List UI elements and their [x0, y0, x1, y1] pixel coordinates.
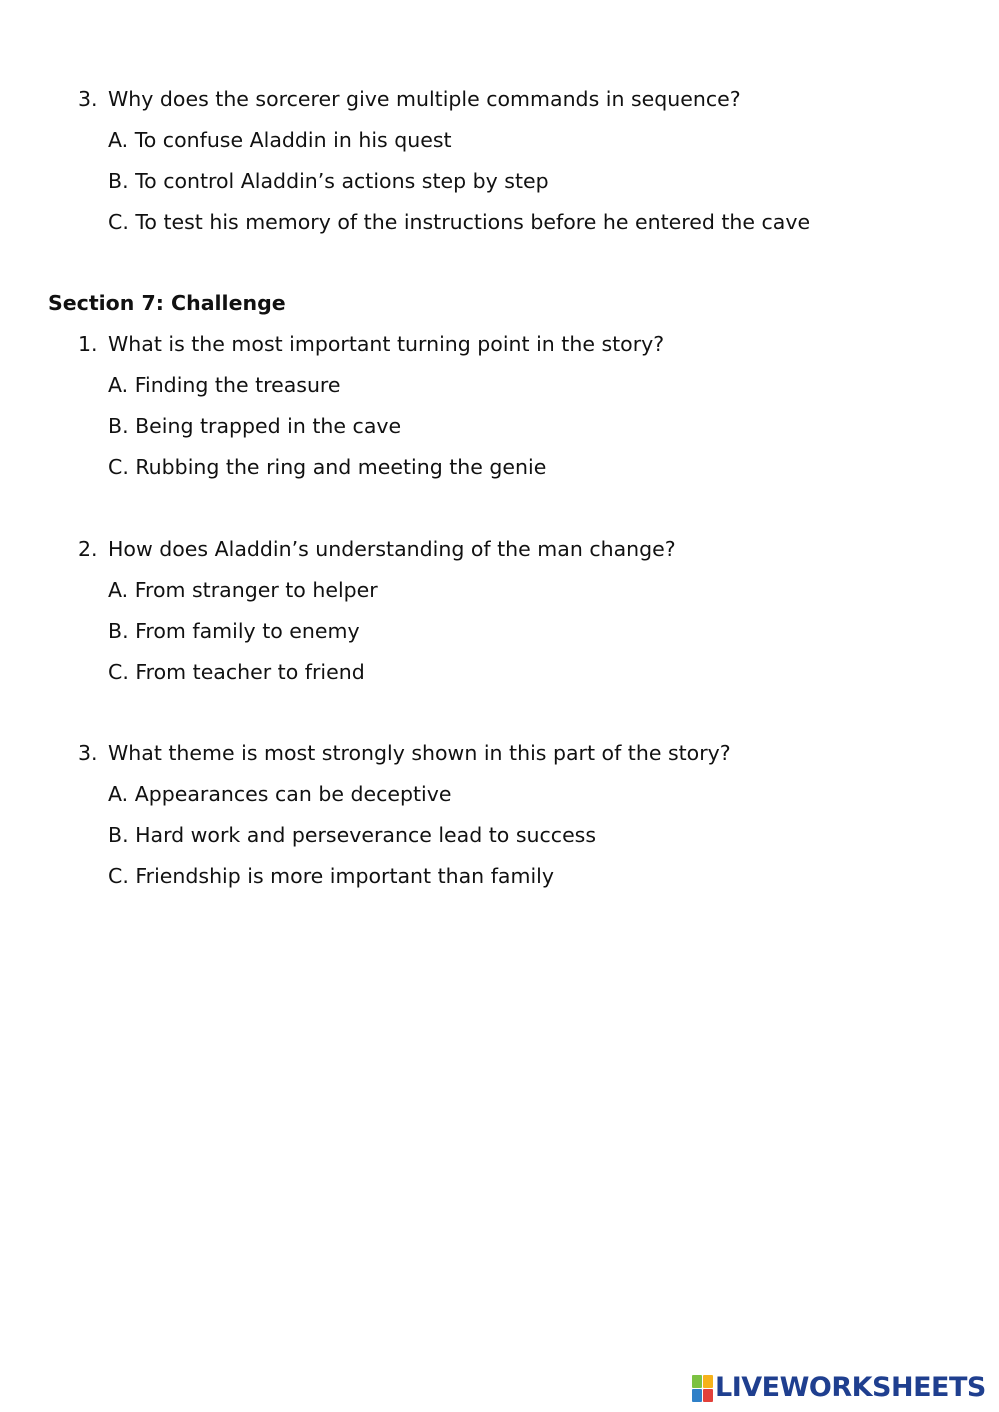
- question-number: 3.: [78, 87, 98, 111]
- option-a: A. From stranger to helper: [108, 578, 378, 602]
- question-3: [78, 741, 731, 765]
- question-text: How does Aladdin’s understanding of the man change?: [108, 537, 676, 561]
- option-a: A. Appearances can be deceptive: [108, 782, 452, 806]
- logo-tile-blue: [692, 1389, 702, 1402]
- question-number: 2.: [78, 537, 98, 561]
- option-c: C. Rubbing the ring and meeting the genie: [108, 455, 547, 479]
- option-c: C. From teacher to friend: [108, 660, 365, 684]
- logo-tile-red: [703, 1389, 713, 1402]
- question-2: [78, 537, 676, 561]
- liveworksheets-brand: [692, 1370, 986, 1406]
- question-3-prev: [78, 87, 741, 111]
- liveworksheets-logo-icon: [692, 1375, 712, 1401]
- question-text: What is the most important turning point in the story?: [108, 332, 665, 356]
- question-1: [78, 332, 664, 356]
- question-text: Why does the sorcerer give multiple commands in sequence?: [108, 87, 741, 111]
- option-b: B. Being trapped in the cave: [108, 414, 402, 438]
- brand-text: LIVEWORKSHEETS: [715, 1372, 986, 1403]
- question-number: 3.: [78, 741, 98, 765]
- option-c: C. Friendship is more important than family: [108, 864, 554, 888]
- question-number: 1.: [78, 332, 98, 356]
- option-a: A. To confuse Aladdin in his quest: [108, 128, 452, 152]
- option-a: A. Finding the treasure: [108, 373, 341, 397]
- option-c: C. To test his memory of the instructions before he entered the cave: [108, 210, 811, 234]
- logo-tile-yellow: [703, 1375, 713, 1388]
- option-b: B. From family to enemy: [108, 619, 360, 643]
- option-b: B. To control Aladdin’s actions step by step: [108, 169, 549, 193]
- section-title: Section 7: Challenge: [48, 291, 286, 315]
- question-text: What theme is most strongly shown in this part of the story?: [108, 741, 731, 765]
- option-b: B. Hard work and perseverance lead to success: [108, 823, 597, 847]
- logo-tile-green: [692, 1375, 702, 1388]
